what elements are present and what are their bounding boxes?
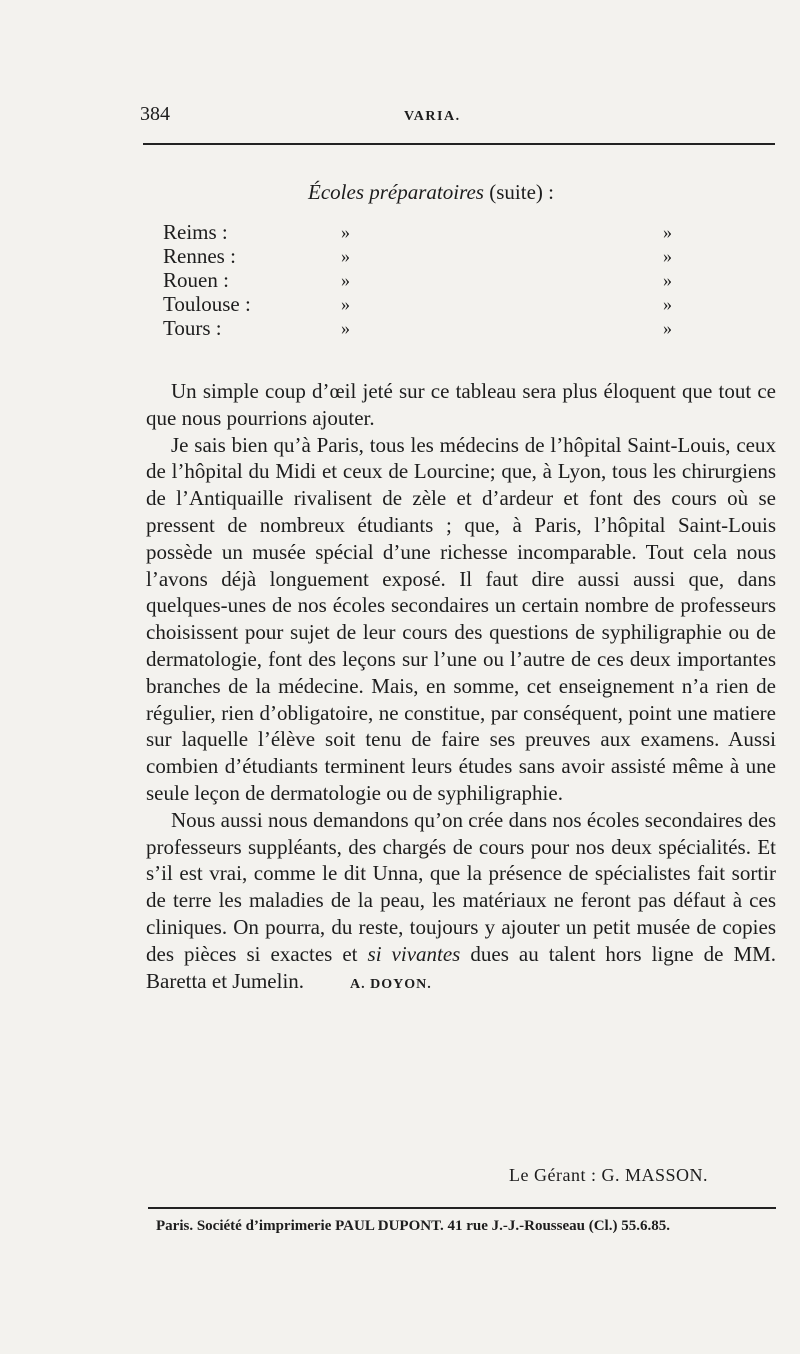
table-city: Tours : xyxy=(163,316,222,340)
table-city: Rennes : xyxy=(163,244,236,268)
paragraph-3-emphasis: si vivantes xyxy=(367,941,461,966)
table-cell: » xyxy=(663,294,672,314)
table-row xyxy=(163,316,683,340)
schools-table xyxy=(163,220,683,340)
table-cell: » xyxy=(341,318,350,338)
table-city: Rouen : xyxy=(163,268,229,292)
footer-rule xyxy=(148,1207,776,1209)
table-cell: » xyxy=(663,318,672,338)
article-body xyxy=(146,378,776,998)
table-city: Reims : xyxy=(163,220,228,244)
table-city: Toulouse : xyxy=(163,292,251,316)
paragraph-3-start: Nous aussi nous demandons qu’on crée dans nos écoles secondaires des professeurs suppléants, des chargés de cours pour nos deux spécialités. Et s’il est vrai, comme le dit Unna, que la présence de spécialistes fait sortir de terre les maladies de la peau, les matériaux ne feront pas défaut à ces cliniques. On pourra, du reste, toujours y ajouter un petit musée de copies des pièces si exactes et xyxy=(146,807,776,966)
table-row xyxy=(163,244,683,268)
author-signature: A. DOYON. xyxy=(350,976,432,992)
table-row xyxy=(163,292,683,316)
page-number: 384 xyxy=(140,103,170,125)
table-cell: » xyxy=(663,246,672,266)
table-cell: » xyxy=(341,294,350,314)
paragraph-3-end: dues au talent hors ligne de MM. Baretta et Jumelin. xyxy=(146,941,777,993)
paragraph-1: Un simple coup d’œil jeté sur ce tableau sera plus éloquent que tout ce que nous pourrions ajouter. xyxy=(146,379,776,430)
header-rule xyxy=(143,143,775,145)
table-row xyxy=(163,220,683,244)
paragraph-3 xyxy=(146,807,776,999)
paragraph-2: Je sais bien qu’à Paris, tous les médecins de l’hôpital Saint-Louis, ceux de l’hôpital du Midi et ceux de Lourcine; que, à Lyon, tous les chirurgiens de l’Antiquaille rivalisent de zèle et d’ardeur et font des cours où se pressent de nombreux étudiants ; que, à Paris, l’hôpital Saint-Louis possède un musée spécial d’une richesse incomparable. Tout cela nous l’avons déjà longuement exposé. Il faut dire aussi aussi que, dans quelques-unes de nos écoles secondaires un certain nombre de professeurs choisissent pour sujet de leur cours des questions de syphiligraphie ou de dermatologie, font des leçons sur l’une ou l’autre de ces deux importantes branches de la médecine. Mais, en somme, cet enseignement n’a rien de régulier, rien d’obligatoire, ne constitue, par conséquent, point une matiere sur laquelle l’élève soit tenu de faire ses preuves aux examens. Aussi combien d’étudiants terminent leurs études sans avoir assisté même à une seule leçon de dermatologie ou de syphiligraphie. xyxy=(146,432,776,805)
printer-imprint: Paris. Société d’imprimerie PAUL DUPONT. 41 rue J.-J.-Rousseau (Cl.) 55.6.85. xyxy=(156,1218,670,1234)
table-cell: » xyxy=(663,270,672,290)
section-title-main: Écoles préparatoires xyxy=(308,180,484,204)
table-row xyxy=(163,268,683,292)
table-cell: » xyxy=(341,270,350,290)
section-title xyxy=(0,180,800,205)
table-cell: » xyxy=(663,222,672,242)
running-head: VARIA. xyxy=(404,109,461,124)
table-cell: » xyxy=(341,246,350,266)
section-title-suffix: (suite) : xyxy=(489,180,554,204)
table-cell: » xyxy=(341,222,350,242)
gerant-line: Le Gérant : G. MASSON. xyxy=(509,1165,708,1185)
